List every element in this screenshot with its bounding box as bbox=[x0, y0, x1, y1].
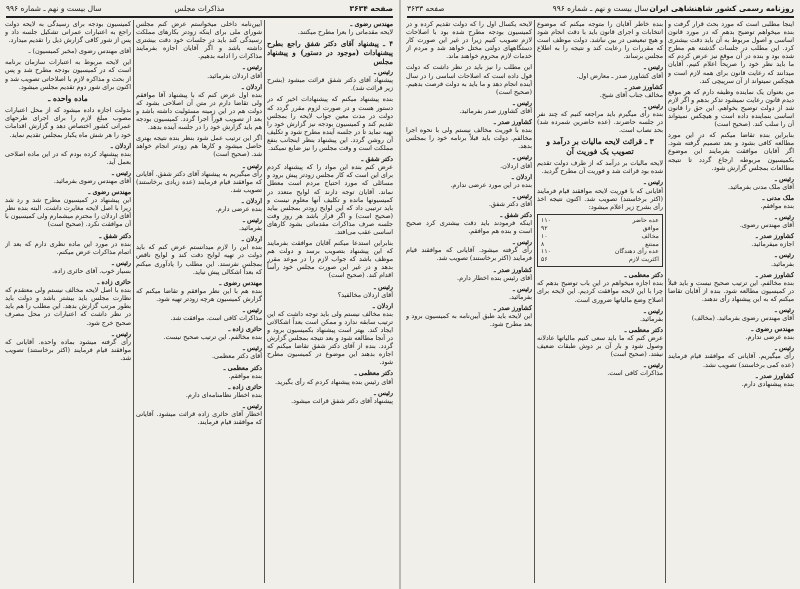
vote-label: ممتنع bbox=[645, 240, 659, 248]
vote-value: ۱۱۰ bbox=[541, 248, 551, 256]
speaker-name: رئیس ـ bbox=[242, 401, 262, 410]
speaker-name: رئیس ـ bbox=[242, 306, 262, 314]
paragraph: بنده اول عرض کنم که با پیشنهاد آقا موافقم ولی تقاضا دارم در متن آن اصلاحی بشود که دولت هم در این زمینه مسئولیت داشته باشد و بعد از تصویب فوراً اجرا گردد. کمیسیون بودجه هم باید گزارش خود را در جلسه آینده بدهد. bbox=[136, 90, 262, 132]
paragraph: بنده خاطر آقایان را متوجه میکنم که موضوع انتخابات و اجرای قانون باید با دقت انجام شود و هیچ تبعیضی در بین نباشد. دولت موظف است که مقررات را رعایت کند و نتیجه را به اطلاع مجلس برساند. bbox=[537, 20, 663, 61]
paragraph: آقای اردلان مخالفید؟ bbox=[337, 290, 393, 299]
paragraph: آقای دکتر معظمی. bbox=[212, 352, 262, 361]
speaker-name: رئیس ـ bbox=[373, 282, 393, 291]
speaker-name: رئیس ـ bbox=[643, 63, 663, 72]
speaker-name: اردلان ـ bbox=[110, 141, 131, 150]
speaker-name: رئیس ـ bbox=[111, 258, 131, 267]
speaker-name: کشاورز صدر ـ bbox=[493, 118, 532, 127]
speaker-name: رئیس ـ bbox=[512, 284, 532, 293]
speaker-name: رئیس ـ bbox=[774, 344, 794, 353]
speaker-name: حائری زاده ـ bbox=[228, 382, 262, 391]
paragraph: بنده پیشنهاد کرده بودم که در این ماده اصلاحی بعمل آید. bbox=[5, 149, 131, 166]
paragraph: بنده با اصل لایحه مخالف نیستم ولی معتقدم که نظارت مجلس باید بیشتر باشد و دولت باید بطور مرتب گزارش بدهد. این مطلب را هم باید در نظر داشت که اعتبارات در محل مصرف صحیح خرج شود. bbox=[5, 286, 131, 327]
paragraph: بفرمائید. bbox=[770, 259, 794, 268]
paragraph: اگر این ترتیب عمل شود بنظر بنده نتیجه بهتری حاصل میشود و کارها هم زودتر انجام خواهد شد. (صحیح است) bbox=[136, 134, 262, 159]
paragraph: بفرمائید. bbox=[639, 314, 663, 323]
right-page bbox=[401, 0, 800, 589]
column-divider bbox=[133, 20, 134, 583]
speaker-name: کشاورز صدر ـ bbox=[755, 371, 794, 380]
speaker-name: رئیس ـ bbox=[373, 68, 393, 77]
vote-value: ۱۱۰ bbox=[541, 216, 551, 224]
paragraph: کمیسیون بودجه برای رسیدگی به لایحه دولت راجع به اعتبارات عمرانی تشکیل جلسه داد و پس از شور کافی گزارش ذیل را تقدیم میدارد. bbox=[5, 20, 131, 45]
column-divider bbox=[665, 20, 666, 583]
paragraph: این مطلب را نیز باید در نظر داشت که دولت قول داده است که اصلاحات اساسی را در سال آینده انجام دهد و ما باید به دولت فرصت بدهیم. (صحیح است) bbox=[406, 63, 532, 96]
speaker-name: اردلان ـ bbox=[511, 172, 532, 181]
speaker-name: اردلان ـ bbox=[241, 196, 262, 205]
speaker-name: رئیس ـ bbox=[774, 213, 794, 222]
paragraph: بنده پیشنهاد میکنم که پیشنهادات اخیر که در دستور هست و در صورت لزوم مقرر گردد که دولت در مدت معین جواب لایحه را بمجلس تقدیم کند و کمیسیون بودجه نیز گزارش خود را تهیه نماید تا در جلسه آینده مطرح شود و تکلیف آن روشن گردد. این پیشنهاد بنظر اینجانب بنفع مملکت است و وقت مجلس را نیز ضایع نمیکند. bbox=[267, 95, 393, 153]
left-page-columns bbox=[6, 20, 393, 583]
paragraph: بنده رأی میگیرم باید مراجعه کنیم که چند نفر در جلسه حاضرند. (عده حاضرین شمرده شد) بحد نصاب است. bbox=[537, 109, 663, 135]
paragraph: لایحه یکسال اول را که دولت تقدیم کرده و در کمیسیون بودجه مطرح شده بود با اصلاحات لازم تصویب کنیم زیرا در غیر این صورت کار دستگاههای دولتی مختل خواهد شد و مردم از خدمات لازم محروم خواهند ماند. bbox=[406, 20, 532, 61]
vote-value: ۹۲ bbox=[541, 224, 548, 232]
paragraph: پیشنهاد آقای دکتر شفق قرائت میشود. bbox=[291, 396, 393, 405]
paragraph: مذاکرات کافی است. bbox=[607, 369, 663, 378]
paragraph: بنابراین استدعا میکنم آقایان موافقت بفرمایند که این پیشنهاد بتصویب برسد و دولت هم موظف باشد که جواب لازم را در موعد مقرر بدهد و در غیر این صورت مجلس خود رأساً اقدام کند. (صحیح است) bbox=[267, 239, 393, 280]
paragraph: این لایحه مربوط به اعتبارات سازمان برنامه است که در کمیسیون بودجه مطرح شد و پس از بحث و مذاکره لازم با اصلاحاتی تصویب شد و اکنون برای شور دوم تقدیم مجلس میشود. bbox=[5, 58, 131, 91]
speaker-name: دکتر شفق ـ bbox=[500, 210, 532, 219]
paragraph: لایحه مالیات بر درآمد که از طرف دولت تقدیم شده بود قرائت شد و فوریت آن مطرح گردید. bbox=[537, 159, 663, 176]
paragraph: آقای مهندس رضوی بفرمائید. bbox=[53, 177, 131, 185]
speaker-name: رئیس ـ bbox=[774, 251, 794, 260]
speaker-name: رئیس ـ bbox=[643, 306, 663, 315]
right-column-2 bbox=[537, 20, 663, 583]
paragraph: لایحه مقدماتی را بعرا مطرح میکنند. bbox=[297, 28, 393, 37]
speaker-name: دکتر معظمی ـ bbox=[624, 325, 663, 334]
vote-value: ۵۶ bbox=[541, 256, 548, 264]
vote-label: مخالف bbox=[641, 232, 659, 240]
paragraph: بنده با فوریت مخالف نیستم ولی با نحوه اجرا مخالفم. دولت باید قبلاً برنامه خود را بمجلس بدهد. bbox=[406, 126, 532, 151]
speaker-name: اردلان ـ bbox=[241, 235, 262, 244]
left-page-header bbox=[6, 2, 393, 18]
speaker-name: مهندس رضوی ـ bbox=[751, 325, 794, 334]
speaker-name: کشاورز صدر ـ bbox=[493, 265, 532, 274]
paragraph: بنده عرضی دارم. bbox=[215, 204, 262, 213]
speaker-name: کشاورز صدر ـ bbox=[624, 82, 663, 91]
section-heading: ۳ ـ قرائت لایحه مالیات بر درآمد و تصویب یک فوریت آن bbox=[546, 137, 654, 156]
speaker-name: ملک مدنی ـ bbox=[762, 193, 794, 202]
speaker-name: دکتر شفق ـ bbox=[99, 231, 131, 240]
paragraph: آقای ملک مدنی بفرمائید. bbox=[727, 182, 794, 191]
left-page-title: مذاکرات مجلس bbox=[174, 4, 225, 13]
speaker-name: مهندس رضوی ـ bbox=[219, 278, 262, 287]
paragraph: اخطار آقای حائری زاده قرائت میشود. آقایانی که موافقند قیام فرمایند. bbox=[136, 410, 262, 427]
paragraph: آقای مهندس رضوی (مخبر کمیسیون) ـ bbox=[28, 47, 131, 56]
paragraph: آقای دکتر شفق. bbox=[488, 199, 532, 208]
vote-label: موافق bbox=[642, 224, 659, 232]
paragraph: بنده مخالف نیستم ولی باید توجه داشت که این ترتیب سابقه ندارد و ممکن است بعداً اشکالاتی ایجاد کند. بهتر است پیشنهاد بکمیسیون برود و در آنجا مطالعه شود و بعد نتیجه بمجلس گزارش گردد. بنده از آقای دکتر شفق تقاضا میکنم که اجازه بدهند این موضوع در کمیسیون مطرح شود. bbox=[267, 309, 393, 367]
left-column-2 bbox=[136, 20, 262, 583]
paragraph: اینجا مطلبی است که مورد بحث قرار گرفت و بنده میخواهم توضیح بدهم که در مورد قانون اساسی و اصول مربوط به آن باید دقت بیشتری کرد. این مطلب در جلسات گذشته هم مطرح شده بود و بنده در آن موقع نیز عرض کردم که ما باید نظر خود را صریحاً اعلام کنیم. آقایان میدانند که رعایت قانون برای همه لازم است و هیچکس نمیتواند از آن سرپیچی کند. bbox=[668, 20, 794, 85]
speaker-name: کشاورز صدر ـ bbox=[493, 303, 532, 312]
speaker-name: رئیس ـ bbox=[373, 388, 393, 397]
speaker-name: رئیس ـ bbox=[111, 168, 131, 177]
paragraph: بنده پیشنهادی دارم. bbox=[741, 379, 794, 388]
right-page-header bbox=[407, 2, 794, 18]
paragraph: آقایانی که با فوریت لایحه موافقند قیام فرمایند (اکثر برخاستند) تصویب شد. اکنون نتیجه اخذ رأی بشرح زیر اعلام میشود: bbox=[537, 186, 663, 211]
speaker-name: کشاورز صدر ـ bbox=[755, 270, 794, 279]
vote-label: عده رأی دهندگان bbox=[614, 248, 659, 256]
left-page-number: صفحه ۳۶۳۴ bbox=[349, 4, 393, 13]
paragraph: این لایحه باید طبق آیین‌نامه به کمیسیون برود و بعد مطرح شود. bbox=[406, 312, 532, 329]
paragraph: عرض کنم بنده این مواد را که پیشنهاد کردم برای این است که کار مجلس زودتر پیش برود و مسائلی که مورد احتیاج مردم است معطل نماند. آقایان توجه دارند که لوایح متعدد در کمیسیونها مانده و تکلیف آنها معلوم نیست و باید ترتیبی داد که این لوایح زودتر بمجلس بیاید (صحیح است) و اگر قرار باشد هر روز وقت جلسه صرف مذاکرات مقدماتی بشود کارهای اساسی عقب می‌افتد. bbox=[267, 163, 393, 236]
paragraph: بنده اخطار نظامنامه‌ای دارم. bbox=[185, 390, 262, 399]
paragraph: بنابراین بنده تقاضا میکنم که در این مورد مطالعه کافی بشود و بعد تصمیم گرفته شود. اگر آقایان موافقت بفرمایند این موضوع بکمیسیون مربوطه ارجاع گردد تا نتیجه مطالعات بمجلس گزارش شود. bbox=[668, 131, 794, 172]
speaker-name: دکتر معظمی ـ bbox=[624, 271, 663, 280]
speaker-name: رئیس ـ bbox=[512, 238, 532, 247]
section-heading: ماده واحده ـ bbox=[48, 93, 88, 103]
speaker-name: رئیس ـ bbox=[512, 98, 532, 107]
paragraph: آقای مهندس رضوی. bbox=[739, 221, 794, 230]
column-divider bbox=[534, 20, 535, 583]
speaker-name: دکتر معظمی ـ bbox=[354, 369, 393, 378]
column-divider bbox=[264, 20, 265, 583]
speaker-name: رئیس ـ bbox=[242, 216, 262, 225]
vote-row bbox=[541, 217, 659, 225]
speaker-name: دکتر معظمی ـ bbox=[223, 363, 262, 372]
speaker-name: رئیس ـ bbox=[774, 306, 794, 314]
left-column-3 bbox=[5, 20, 131, 583]
speaker-name: رئیس ـ bbox=[774, 174, 794, 183]
paragraph: بفرمائید. bbox=[508, 292, 532, 301]
paragraph: بنده اجازه میخواهم در این باب توضیح بدهم که چرا با این لایحه موافقت کردیم. این لایحه برای اصلاح وضع مالیاتها ضروری است. bbox=[537, 279, 663, 304]
speaker-name: اردلان ـ bbox=[241, 82, 262, 91]
left-column-1 bbox=[267, 20, 393, 583]
paragraph: آیین‌نامه داخلی میخواستم عرض کنم مجلس شورای ملی برای اینکه زودتر بکارهای مملکت رسیدگی کند باید در جلسات خود دقت بیشتری داشته باشد و اگر آقایان اجازه بفرمایند مذاکرات را ادامه بدهیم. bbox=[136, 20, 262, 61]
speaker-name: حائری زاده ـ bbox=[228, 325, 262, 334]
paragraph: آقای اردلان. bbox=[500, 161, 532, 170]
item-heading: ۴ ـ پیشنهاد آقای دکتر شفق راجع بطرح پیشنهادات (موجود در دستور) و پیشنهاد مجلس bbox=[267, 39, 393, 67]
speaker-name: اردلان ـ bbox=[372, 301, 393, 310]
left-page-issue: سال بیست و نهم ـ شماره ۹۹۶ bbox=[6, 4, 102, 13]
paragraph: پیشنهاد آقای دکتر شفق قرائت میشود (بشرح زیر قرائت شد). bbox=[267, 76, 393, 93]
paragraph: رأی گرفته میشود بماده واحده. آقایانی که موافقند قیام فرمایند (اکثر برخاستند) تصویب شد. bbox=[5, 337, 131, 362]
right-page-number: صفحه ۳۶۳۳ bbox=[407, 4, 445, 13]
paragraph: این پیشنهاد در کمیسیون مطرح شد و رد شد زیرا با اصل لایحه مغایرت داشت. البته بنده نظر آقای اردلان را محترم میشمارم ولی کمیسیون با آن موافقت نکرد. (صحیح است) bbox=[5, 196, 131, 229]
vote-row bbox=[541, 256, 659, 264]
right-page-issue: سال بیست و نهم ـ شماره ۹۹۶ bbox=[552, 4, 649, 13]
paragraph: بنده موافقم. bbox=[760, 201, 794, 210]
vote-value: ۱۰ bbox=[541, 232, 548, 240]
paragraph: رأی گرفته میشود. آقایانی که موافقند قیام فرمایند (اکثر برخاستند) تصویب شد. bbox=[406, 246, 532, 263]
paragraph: آقای کشاورز صدر بفرمائید. bbox=[459, 106, 532, 115]
speaker-name: رئیس ـ bbox=[242, 344, 262, 353]
speaker-name: رئیس ـ bbox=[643, 178, 663, 187]
speaker-name: رئیس ـ bbox=[512, 153, 532, 162]
paragraph: عرض کنم که ما باید سعی کنیم مالیاتها عادلانه وصول شود و بار آن بر دوش طبقات ضعیف نیفتد. (صحیح است) bbox=[537, 333, 663, 359]
right-page-title: روزنامه رسمی کشور شاهنشاهی ایران bbox=[649, 4, 794, 13]
speaker-name: رئیس ـ bbox=[512, 191, 532, 200]
vote-results bbox=[537, 214, 663, 267]
paragraph: آقای اردلان بفرمائید. bbox=[207, 71, 262, 80]
speaker-name: رئیس ـ bbox=[242, 161, 262, 170]
right-column-3 bbox=[406, 20, 532, 583]
paragraph: آقای کشاورز صدر ـ معارض اول. bbox=[576, 71, 663, 80]
paragraph: رأی میگیریم به پیشنهاد آقای دکتر شفق. آقایانی که موافقند قیام فرمایند (عده زیادی برخاستند) تصویب شد. bbox=[136, 169, 262, 194]
vote-label: عده حاضر bbox=[632, 216, 659, 224]
paragraph: بنده موافقم. bbox=[228, 371, 262, 380]
vote-value: ۸ bbox=[541, 240, 545, 248]
paragraph: رأی میگیریم. آقایانی که موافقند قیام فرمایند (عده کمی برخاستند) تصویب نشد. bbox=[668, 352, 794, 369]
paragraph: بنده مخالفم. این ترتیب صحیح نیست. bbox=[163, 333, 262, 342]
paragraph: بنده این را لازم میدانستم عرض کنم که باید دولت در تهیه لوایح دقت کند و لوایح ناقص بمجلس نفرستد. این مطلب را یادآوری میکنم که بعداً اشکالی پیش نیاید. bbox=[136, 243, 262, 276]
vote-row bbox=[541, 225, 659, 233]
speaker-name: رئیس ـ bbox=[242, 63, 262, 72]
speaker-name: مهندس رضوی ـ bbox=[88, 188, 131, 197]
paragraph: بسیار خوب. آقای حائری زاده. bbox=[52, 266, 131, 275]
paragraph: آقای مهندس رضوی بفرمائید. (مخالف) bbox=[691, 314, 794, 323]
speaker-name: حائری زاده ـ bbox=[97, 278, 131, 287]
paragraph: اینکه فرمودند باید دقت بیشتری کرد صحیح است و بنده هم موافقم. bbox=[406, 219, 532, 236]
speaker-name: رئیس ـ bbox=[643, 361, 663, 370]
vote-label: اکثریت لازم bbox=[628, 256, 659, 264]
vote-row bbox=[541, 233, 659, 241]
right-column-1 bbox=[668, 20, 794, 583]
speaker-name: دکتر شفق ـ bbox=[361, 155, 393, 164]
paragraph: بدولت اجازه داده میشود که از محل اعتبارات مصوب مبلغ لازم را برای اجرای طرحهای عمرانی کشور اختصاص دهد و گزارش اقدامات خود را هر شش ماه یکبار بمجلس تقدیم نماید. bbox=[5, 106, 131, 139]
paragraph: بفرمائید. bbox=[238, 224, 262, 233]
paragraph: آقای رئیس بنده اخطار دارم. bbox=[457, 273, 532, 282]
paragraph: بنده در مورد این ماده نظری دارم که بعد از اتمام مذاکرات عرض میکنم. bbox=[5, 239, 131, 256]
right-page-columns bbox=[407, 20, 794, 583]
speaker-name: کشاورز صدر ـ bbox=[755, 232, 794, 241]
paragraph: بنده هم با این نظر موافقم و تقاضا میکنم که گزارش کمیسیون هرچه زودتر تهیه شود. bbox=[136, 286, 262, 303]
paragraph: من بعنوان یک نماینده وظیفه دارم که هر موقع دیدم قانون رعایت نمیشود تذکر بدهم و اگر لازم شد از دولت توضیح بخواهم. این حق را قانون اساسی بنماینده داده است و هیچکس نمیتواند آن را سلب کند. (صحیح است) bbox=[668, 87, 794, 129]
paragraph: اجازه میفرمائید. bbox=[751, 240, 794, 249]
paragraph: آقای رئیس بنده پیشنهاد کردم که رأی بگیرید. bbox=[274, 377, 393, 386]
paragraph: بنده عرضی ندارم. bbox=[745, 333, 794, 342]
paragraph: بنده در این مورد عرضی ندارم. bbox=[450, 180, 532, 189]
speaker-name: رئیس ـ bbox=[643, 101, 663, 110]
vote-row bbox=[541, 248, 659, 256]
paragraph: بنده مخالفم. این ترتیب صحیح نیست و باید قبلاً در کمیسیون مطالعه شود. بنده از آقایان تقاضا میکنم که به این پیشنهاد رأی ندهند. bbox=[668, 278, 794, 303]
paragraph: مذاکرات کافی است. موافقت شد. bbox=[170, 314, 262, 323]
speaker-name: مهندس رضوی ـ bbox=[350, 20, 393, 28]
paragraph: مخالف جناب آقای شیخ. bbox=[599, 90, 663, 99]
speaker-name: رئیس ـ bbox=[111, 329, 131, 338]
